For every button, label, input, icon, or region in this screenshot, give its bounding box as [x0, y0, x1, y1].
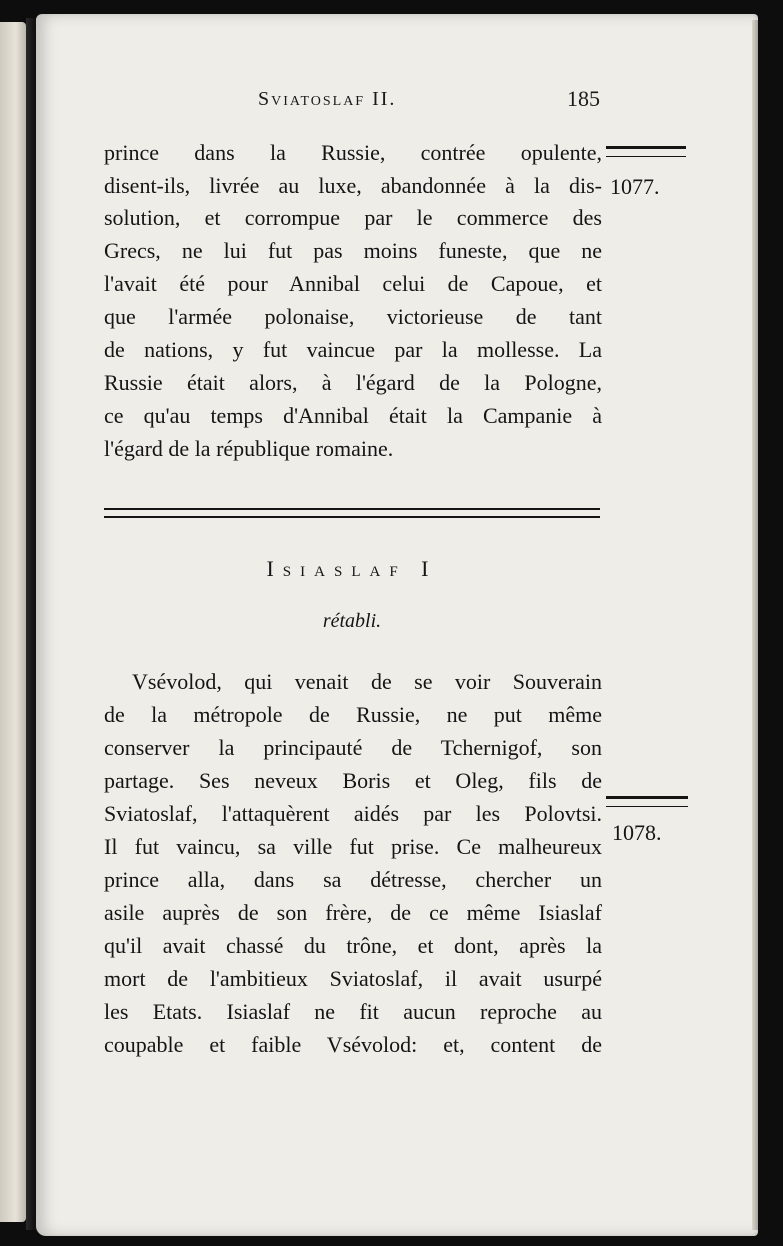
section-title: Isiaslaf I [266, 556, 438, 581]
margin-rule [606, 146, 686, 157]
page-number: 185 [567, 86, 600, 111]
text-line: les Etats. Isiaslaf ne fit aucun reproche au [104, 999, 602, 1024]
text-line: prince alla, dans sa détresse, chercher un [104, 867, 602, 892]
facing-page-edge [0, 22, 26, 1222]
text-line: que l'armée polonaise, victorieuse de tant [104, 304, 602, 329]
text-line: conserver la principauté de Tchernigof, son [104, 735, 602, 760]
text-line: qu'il avait chassé du trône, et dont, après la [104, 933, 602, 958]
text-line: partage. Ses neveux Boris et Oleg, fils de [104, 768, 602, 793]
text-line: Vsévolod, qui venait de se voir Souverain [132, 669, 602, 694]
text-line: de nations, y fut vaincue par la mollesse. La [104, 337, 602, 362]
margin-date: 1078. [612, 820, 662, 845]
running-head [100, 86, 600, 116]
section-divider [104, 508, 600, 518]
text-line: de la métropole de Russie, ne put même [104, 702, 602, 727]
text-line: l'avait été pour Annibal celui de Capoue, et [104, 271, 602, 296]
text-line: solution, et corrompue par le commerce des [104, 205, 602, 230]
margin-rule [606, 796, 688, 807]
text-line: Grecs, ne lui fut pas moins funeste, que ne [104, 238, 602, 263]
margin-date: 1077. [610, 174, 660, 199]
page-fore-edge [752, 20, 758, 1230]
text-line: asile auprès de son frère, de ce même Isiaslaf [104, 900, 602, 925]
text-line: prince dans la Russie, contrée opulente, [104, 140, 602, 165]
text-line: coupable et faible Vsévolod: et, content de [104, 1032, 602, 1057]
text-line: mort de l'ambitieux Sviatoslaf, il avait usurpé [104, 966, 602, 991]
text-line: disent-ils, livrée au luxe, abandonnée à la dis- [104, 173, 602, 198]
text-line: l'égard de la république romaine. [104, 436, 394, 461]
running-head-title: Sviatoslaf II. [258, 88, 397, 110]
text-line: ce qu'au temps d'Annibal était la Campanie à [104, 403, 602, 428]
text-line: Russie était alors, à l'égard de la Pologne, [104, 370, 602, 395]
section-subtitle: rétabli. [322, 610, 382, 632]
text-line: Sviatoslaf, l'attaquèrent aidés par les Polovtsi. [104, 801, 602, 826]
text-line: Il fut vaincu, sa ville fut prise. Ce malheureux [104, 834, 602, 859]
